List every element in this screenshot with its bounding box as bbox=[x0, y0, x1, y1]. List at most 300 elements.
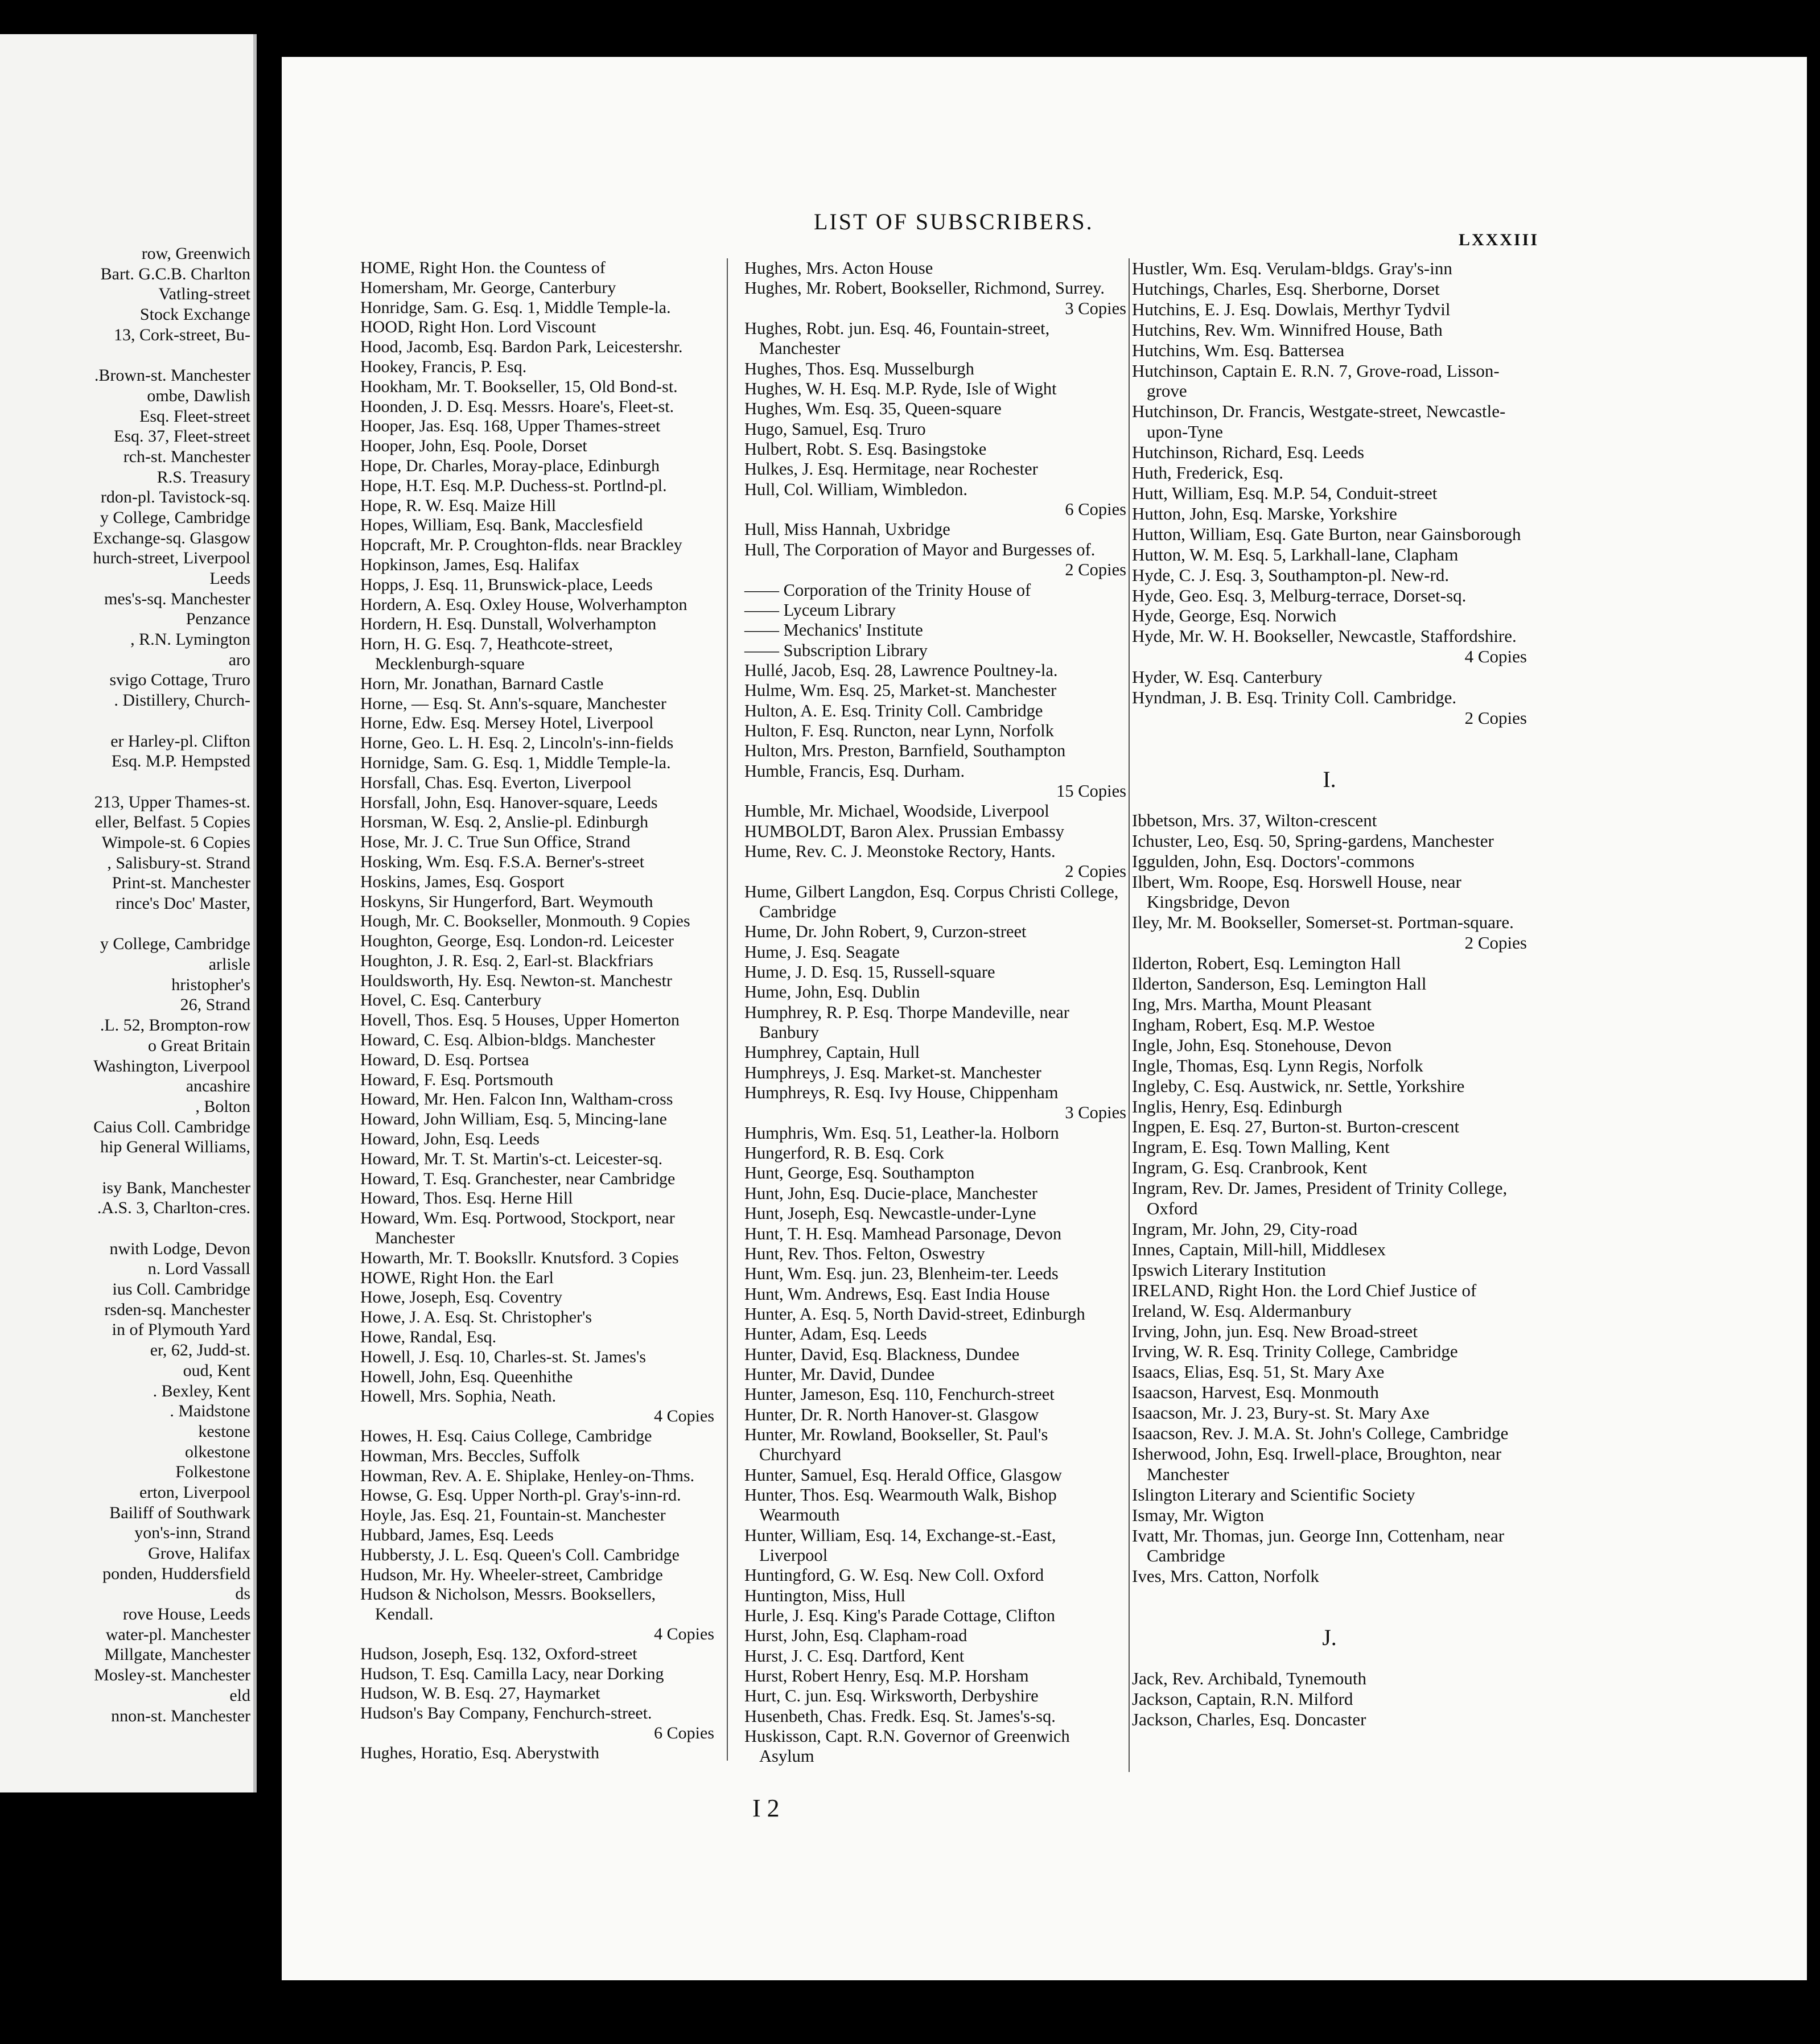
subscriber-entry bbox=[1132, 1526, 1527, 1567]
left-page-line: row, Greenwich bbox=[141, 244, 250, 263]
subscriber-text: Hunt, Joseph, Esq. Newcastle-under-Lyne bbox=[744, 1204, 1036, 1223]
subscriber-text: Howes, H. Esq. Caius College, Cambridge bbox=[360, 1427, 652, 1446]
left-page-line: nwith Lodge, Devon bbox=[109, 1239, 250, 1258]
subscriber-text: Hovel, C. Esq. Canterbury bbox=[360, 991, 542, 1010]
subscriber-entry bbox=[1132, 1485, 1527, 1505]
subscriber-entry bbox=[1132, 279, 1527, 299]
subscriber-entry bbox=[360, 1268, 714, 1288]
subscriber-entry bbox=[360, 1585, 714, 1644]
subscriber-text: Ichuster, Leo, Esq. 50, Spring-gardens, Manchester bbox=[1132, 830, 1494, 851]
subscriber-entry bbox=[744, 1003, 1126, 1043]
subscriber-text: Horne, Geo. L. H. Esq. 2, Lincoln's-inn-fields bbox=[360, 733, 674, 753]
subscriber-entry bbox=[744, 399, 1126, 419]
subscriber-text: Huskisson, Capt. R.N. Governor of Greenwich Asylum bbox=[744, 1726, 1070, 1766]
subscriber-entry bbox=[1132, 1137, 1527, 1157]
left-page-line: . Maidstone bbox=[170, 1402, 250, 1421]
left-page-line: arlisle bbox=[208, 955, 250, 974]
subscriber-text: Hutchins, E. J. Esq. Dowlais, Merthyr Tydvil bbox=[1132, 299, 1451, 319]
subscriber-text: Hovell, Thos. Esq. 5 Houses, Upper Homerton bbox=[360, 1011, 680, 1030]
subscriber-entry bbox=[744, 1526, 1126, 1566]
subscriber-text: Jackson, Captain, R.N. Milford bbox=[1132, 1689, 1353, 1709]
subscriber-entry bbox=[1132, 1178, 1527, 1219]
subscriber-entry bbox=[1132, 586, 1527, 606]
left-page-line: eld bbox=[229, 1686, 250, 1705]
subscriber-entry bbox=[360, 1090, 714, 1110]
left-page-line: 13, Cork-street, Bu- bbox=[114, 325, 250, 344]
subscriber-text: Howard, F. Esq. Portsmouth bbox=[360, 1070, 554, 1089]
subscriber-entry bbox=[360, 496, 714, 516]
subscriber-entry bbox=[360, 377, 714, 397]
left-page-line: 213, Upper Thames-st. bbox=[94, 792, 250, 811]
subscriber-text: Iley, Mr. M. Bookseller, Somerset-st. Portman-square. bbox=[1132, 912, 1514, 933]
subscriber-text: Hornidge, Sam. G. Esq. 1, Middle Temple-la. bbox=[360, 753, 671, 772]
subscriber-entry bbox=[1132, 1566, 1527, 1586]
subscriber-text: Ingham, Robert, Esq. M.P. Westoe bbox=[1132, 1014, 1375, 1035]
subscriber-text: Howell, Mrs. Sophia, Neath. bbox=[360, 1387, 557, 1406]
left-page-line: erton, Liverpool bbox=[139, 1482, 250, 1502]
subscriber-text: Hurt, C. jun. Esq. Wirksworth, Derbyshire bbox=[744, 1686, 1039, 1706]
subscriber-text: IRELAND, Right Hon. the Lord Chief Justice of bbox=[1132, 1280, 1477, 1300]
subscriber-text: Horsman, W. Esq. 2, Anslie-pl. Edinburgh bbox=[360, 813, 649, 832]
subscriber-entry bbox=[744, 379, 1126, 399]
subscriber-entry bbox=[744, 580, 1126, 600]
left-page-line: water-pl. Manchester bbox=[105, 1625, 250, 1644]
subscriber-entry bbox=[1132, 545, 1527, 565]
subscriber-text: Hudson, Joseph, Esq. 132, Oxford-street bbox=[360, 1644, 637, 1663]
subscriber-entry bbox=[360, 733, 714, 753]
subscriber-text: Hume, John, Esq. Dublin bbox=[744, 982, 920, 1002]
subscriber-text: Hunter, Thos. Esq. Wearmouth Walk, Bishop Wearmouth bbox=[744, 1485, 1057, 1525]
subscriber-text: Hooper, Jas. Esq. 168, Upper Thames-street bbox=[360, 417, 661, 436]
subscriber-text: Howard, John William, Esq. 5, Mincing-lane bbox=[360, 1110, 667, 1129]
subscriber-text: Hulme, Wm. Esq. 25, Market-st. Manchester bbox=[744, 681, 1057, 700]
subscriber-entry bbox=[360, 535, 714, 555]
subscriber-entry bbox=[360, 1070, 714, 1090]
subscriber-text: Howell, John, Esq. Queenhithe bbox=[360, 1367, 573, 1386]
subscriber-entry bbox=[360, 872, 714, 892]
subscriber-entry bbox=[744, 1284, 1126, 1304]
subscriber-entry bbox=[744, 1264, 1126, 1284]
subscriber-text: Hughes, W. H. Esq. M.P. Ryde, Isle of Wight bbox=[744, 379, 1057, 399]
copies-count: 2 Copies bbox=[1464, 707, 1527, 728]
left-page-line: Esq. Fleet-street bbox=[139, 406, 250, 426]
subscriber-entry bbox=[1132, 1116, 1527, 1137]
left-page-lines bbox=[0, 244, 250, 1726]
subscriber-text: Hustler, Wm. Esq. Verulam-bldgs. Gray's-inn bbox=[1132, 258, 1452, 278]
subscriber-text: Ivatt, Mr. Thomas, jun. George Inn, Cottenham, near Cambridge bbox=[1132, 1525, 1505, 1566]
subscriber-text: Howell, J. Esq. 10, Charles-st. St. James's bbox=[360, 1347, 647, 1366]
subscriber-entry bbox=[744, 982, 1126, 1002]
subscriber-entry bbox=[744, 842, 1126, 882]
subscriber-entry bbox=[1132, 1097, 1527, 1117]
subscriber-text: Hoyle, Jas. Esq. 21, Fountain-st. Manchester bbox=[360, 1506, 666, 1525]
subscriber-text: Isaacson, Mr. J. 23, Bury-st. St. Mary Axe bbox=[1132, 1403, 1430, 1423]
subscriber-entry bbox=[1132, 626, 1527, 667]
left-page-line bbox=[0, 345, 250, 365]
left-page-line: Bailiff of Southwark bbox=[109, 1503, 250, 1522]
subscriber-text: Hurle, J. Esq. King's Parade Cottage, Clifton bbox=[744, 1606, 1055, 1626]
subscriber-entry bbox=[744, 620, 1126, 640]
subscriber-text: Howman, Rev. A. E. Shiplake, Henley-on-Thms. bbox=[360, 1466, 695, 1485]
subscriber-text: Hood, Jacomb, Esq. Bardon Park, Leicestershr. bbox=[360, 337, 683, 357]
subscriber-entry bbox=[744, 1224, 1126, 1244]
subscriber-text: Howard, Mr. Hen. Falcon Inn, Waltham-cross bbox=[360, 1090, 673, 1109]
subscriber-entry bbox=[360, 298, 714, 318]
subscriber-entry bbox=[360, 793, 714, 813]
subscriber-entry bbox=[1132, 1668, 1527, 1689]
subscriber-entry bbox=[360, 1110, 714, 1130]
left-page-line: ds bbox=[235, 1584, 250, 1604]
subscriber-text: Hulton, F. Esq. Runcton, near Lynn, Norfolk bbox=[744, 720, 1054, 740]
subscriber-text: Honridge, Sam. G. Esq. 1, Middle Temple-la. bbox=[360, 298, 671, 317]
left-page-line: hristopher's bbox=[171, 975, 250, 994]
subscriber-text: Hordern, H. Esq. Dunstall, Wolverhampton bbox=[360, 615, 657, 634]
subscriber-text: Hughes, Horatio, Esq. Aberystwith bbox=[360, 1743, 599, 1762]
subscriber-text: Hugo, Samuel, Esq. Truro bbox=[744, 419, 926, 439]
subscriber-entry bbox=[360, 397, 714, 417]
left-page-line bbox=[0, 1157, 250, 1178]
subscriber-text: Husenbeth, Chas. Fredk. Esq. St. James's-sq. bbox=[744, 1706, 1056, 1726]
subscriber-entry bbox=[360, 1645, 714, 1664]
subscriber-entry bbox=[744, 1666, 1126, 1686]
subscriber-entry bbox=[1132, 994, 1527, 1015]
subscriber-text: Hunter, Adam, Esq. Leeds bbox=[744, 1324, 927, 1344]
subscriber-entry bbox=[360, 951, 714, 971]
subscriber-text: —— Corporation of the Trinity House of bbox=[744, 580, 1031, 600]
subscriber-entry bbox=[360, 912, 714, 932]
subscriber-entry bbox=[360, 1347, 714, 1367]
subscriber-entry bbox=[744, 1324, 1126, 1344]
subscriber-text: Howarth, Mr. T. Booksllr. Knutsford. 3 Copies bbox=[360, 1248, 679, 1267]
subscriber-entry bbox=[360, 1447, 714, 1466]
left-page-line: Esq. M.P. Hempsted bbox=[111, 752, 250, 771]
left-page-line: Bart. G.C.B. Charlton bbox=[100, 264, 250, 283]
subscriber-entry bbox=[360, 1506, 714, 1526]
subscriber-text: Hunter, David, Esq. Blackness, Dundee bbox=[744, 1344, 1020, 1364]
subscriber-entry bbox=[744, 1244, 1126, 1264]
page-number: LXXXIII bbox=[1459, 230, 1539, 249]
subscriber-text: Huth, Frederick, Esq. bbox=[1132, 463, 1284, 483]
subscriber-entry bbox=[744, 1686, 1126, 1706]
subscriber-entry bbox=[744, 1485, 1126, 1526]
subscriber-entry bbox=[744, 419, 1126, 439]
subscriber-text: Ingleby, C. Esq. Austwick, nr. Settle, Yorkshire bbox=[1132, 1075, 1465, 1096]
copies-count: 2 Copies bbox=[1065, 560, 1126, 580]
left-page-line: ancashire bbox=[186, 1077, 250, 1096]
subscriber-entry bbox=[1132, 872, 1527, 913]
subscriber-entry bbox=[360, 1565, 714, 1585]
copies-count: 2 Copies bbox=[1464, 933, 1527, 953]
left-page-line: . Distillery, Church- bbox=[114, 691, 250, 710]
subscriber-text: Hunter, Jameson, Esq. 110, Fenchurch-street bbox=[744, 1384, 1055, 1404]
left-page-line: , Bolton bbox=[195, 1097, 250, 1116]
left-page-line: oud, Kent bbox=[183, 1361, 250, 1380]
left-page-fragment bbox=[0, 34, 257, 1792]
left-page-line bbox=[0, 772, 250, 792]
left-page-line: .L. 52, Brompton-row bbox=[100, 1016, 250, 1035]
subscriber-entry bbox=[744, 922, 1126, 942]
subscriber-entry bbox=[744, 801, 1126, 821]
subscriber-entry bbox=[1132, 1301, 1527, 1321]
subscriber-text: Hudson, Mr. Hy. Wheeler-street, Cambridge bbox=[360, 1565, 663, 1584]
left-page-line: y College, Cambridge bbox=[100, 508, 250, 527]
subscriber-entry bbox=[360, 971, 714, 991]
subscriber-entry bbox=[744, 1204, 1126, 1223]
subscriber-text: Ingpen, E. Esq. 27, Burton-st. Burton-crescent bbox=[1132, 1116, 1460, 1137]
left-page-line: ponden, Huddersfield bbox=[102, 1564, 250, 1583]
subscriber-text: Hunt, Rev. Thos. Felton, Oswestry bbox=[744, 1243, 985, 1263]
subscriber-text: Ingle, John, Esq. Stonehouse, Devon bbox=[1132, 1035, 1392, 1055]
subscriber-text: Howard, Mr. T. St. Martin's-ct. Leicester-sq. bbox=[360, 1149, 663, 1168]
subscriber-text: Hopcraft, Mr. P. Croughton-flds. near Brackley bbox=[360, 535, 682, 555]
subscriber-text: Hyndman, J. B. Esq. Trinity Coll. Cambridge. bbox=[1132, 687, 1457, 708]
subscriber-text: Horn, H. G. Esq. 7, Heathcote-street, Mecklenburgh-square bbox=[360, 634, 613, 673]
subscriber-entry bbox=[360, 1486, 714, 1506]
left-page-line: isy Bank, Manchester bbox=[102, 1178, 250, 1197]
subscriber-text: Irving, W. R. Esq. Trinity College, Cambridge bbox=[1132, 1341, 1458, 1362]
subscriber-text: Howman, Mrs. Beccles, Suffolk bbox=[360, 1446, 580, 1465]
subscriber-text: Ireland, W. Esq. Aldermanbury bbox=[1132, 1300, 1352, 1321]
subscriber-text: Islington Literary and Scientific Society bbox=[1132, 1484, 1415, 1505]
subscriber-text: Humphrey, R. P. Esq. Thorpe Mandeville, near Banbury bbox=[744, 1002, 1069, 1042]
subscriber-text: Howard, Thos. Esq. Herne Hill bbox=[360, 1189, 573, 1208]
subscriber-entry bbox=[744, 1626, 1126, 1646]
subscriber-text: Hurst, John, Esq. Clapham-road bbox=[744, 1626, 967, 1646]
subscriber-entry bbox=[1132, 1321, 1527, 1342]
left-page-line: yon's-inn, Strand bbox=[134, 1523, 250, 1543]
subscriber-entry bbox=[360, 1169, 714, 1189]
left-page-line: ius Coll. Cambridge bbox=[112, 1280, 250, 1299]
page-header bbox=[282, 57, 1807, 273]
subscriber-entry bbox=[1132, 1362, 1527, 1382]
subscriber-entry bbox=[360, 516, 714, 535]
left-page-line: eller, Belfast. 5 Copies bbox=[95, 813, 250, 832]
subscriber-text: Hudson's Bay Company, Fenchurch-street. bbox=[360, 1704, 652, 1723]
subscriber-text: Hume, J. D. Esq. 15, Russell-square bbox=[744, 962, 995, 982]
left-page-line: Wimpole-st. 6 Copies bbox=[101, 833, 250, 852]
subscriber-text: Hookey, Francis, P. Esq. bbox=[360, 357, 527, 376]
subscriber-text: Hughes, Wm. Esq. 35, Queen-square bbox=[744, 399, 1002, 419]
subscriber-text: Howe, Randal, Esq. bbox=[360, 1328, 497, 1347]
subscriber-text: Howe, J. A. Esq. St. Christopher's bbox=[360, 1308, 592, 1327]
subscriber-text: Hunt, George, Esq. Southampton bbox=[744, 1163, 975, 1183]
subscriber-entry bbox=[1132, 1260, 1527, 1280]
subscriber-text: Humphrey, Captain, Hull bbox=[744, 1042, 920, 1062]
subscriber-entry bbox=[744, 761, 1126, 802]
subscriber-text: Hutchinson, Captain E. R.N. 7, Grove-road, Lisson-grove bbox=[1132, 360, 1500, 401]
subscriber-entry bbox=[360, 1546, 714, 1565]
left-page-line: rsden-sq. Manchester bbox=[104, 1300, 250, 1319]
subscriber-entry bbox=[360, 1209, 714, 1248]
subscriber-text: Jackson, Charles, Esq. Doncaster bbox=[1132, 1709, 1366, 1730]
subscriber-text: Hull, Miss Hannah, Uxbridge bbox=[744, 520, 950, 539]
copies-count: 3 Copies bbox=[1065, 1103, 1126, 1123]
subscriber-entry bbox=[744, 1606, 1126, 1626]
subscriber-entry bbox=[360, 258, 714, 278]
subscriber-text: Houldsworth, Hy. Esq. Newton-st. Manchestr bbox=[360, 971, 672, 990]
subscriber-text: Horsfall, John, Esq. Hanover-square, Leeds bbox=[360, 793, 658, 812]
subscriber-entry bbox=[360, 1367, 714, 1387]
subscriber-text: Hopes, William, Esq. Bank, Macclesfield bbox=[360, 516, 643, 535]
subscriber-text: Ilderton, Robert, Esq. Lemington Hall bbox=[1132, 953, 1401, 974]
subscriber-entry bbox=[360, 833, 714, 852]
subscriber-entry bbox=[360, 932, 714, 951]
subscriber-entry bbox=[744, 540, 1126, 580]
left-page-line: hurch-street, Liverpool bbox=[93, 549, 250, 568]
subscriber-text: Horn, Mr. Jonathan, Barnard Castle bbox=[360, 674, 604, 693]
left-page-line: ombe, Dawlish bbox=[147, 386, 250, 405]
subscriber-entry bbox=[744, 1143, 1126, 1163]
subscriber-entry bbox=[1132, 1035, 1527, 1056]
column-3 bbox=[1132, 258, 1527, 1730]
subscriber-text: Hordern, A. Esq. Oxley House, Wolverhampton bbox=[360, 595, 687, 614]
column-2 bbox=[744, 258, 1126, 1767]
subscriber-text: Houghton, George, Esq. London-rd. Leicester bbox=[360, 932, 674, 951]
subscriber-entry bbox=[1132, 361, 1527, 402]
subscriber-text: Hulton, A. E. Esq. Trinity Coll. Cambridge bbox=[744, 700, 1043, 720]
column-1 bbox=[360, 258, 714, 1763]
subscriber-entry bbox=[1132, 340, 1527, 361]
subscriber-entry bbox=[360, 595, 714, 615]
subscriber-entry bbox=[744, 701, 1126, 721]
subscriber-entry bbox=[1132, 1423, 1527, 1444]
subscriber-text: Hughes, Mr. Robert, Bookseller, Richmond, Surrey. bbox=[744, 278, 1105, 298]
left-page-line: Grove, Halifax bbox=[148, 1544, 250, 1563]
subscriber-entry bbox=[744, 278, 1126, 319]
subscriber-text: Irving, John, jun. Esq. New Broad-street bbox=[1132, 1321, 1418, 1341]
subscriber-entry bbox=[744, 1123, 1126, 1143]
subscriber-entry bbox=[360, 1011, 714, 1031]
subscriber-entry bbox=[360, 278, 714, 298]
copies-count: 15 Copies bbox=[1056, 781, 1126, 801]
subscriber-entry bbox=[360, 417, 714, 436]
subscriber-text: Hubbard, James, Esq. Leeds bbox=[360, 1526, 554, 1544]
left-page-line bbox=[0, 1218, 250, 1239]
subscriber-text: Hope, H.T. Esq. M.P. Duchess-st. Portlnd-pl. bbox=[360, 476, 667, 495]
subscriber-text: —— Subscription Library bbox=[744, 640, 928, 660]
subscriber-text: Ives, Mrs. Catton, Norfolk bbox=[1132, 1566, 1319, 1586]
subscriber-entry bbox=[1132, 483, 1527, 504]
subscriber-text: Ismay, Mr. Wigton bbox=[1132, 1505, 1265, 1525]
subscriber-entry bbox=[360, 318, 714, 337]
subscriber-entry bbox=[744, 1465, 1126, 1485]
subscriber-entry bbox=[360, 1387, 714, 1427]
subscriber-text: Hudson, W. B. Esq. 27, Haymarket bbox=[360, 1684, 600, 1703]
subscriber-text: Jack, Rev. Archibald, Tynemouth bbox=[1132, 1668, 1366, 1689]
left-page-line: rdon-pl. Tavistock-sq. bbox=[100, 488, 250, 507]
subscriber-text: Hunt, Wm. Esq. jun. 23, Blenheim-ter. Leeds bbox=[744, 1264, 1059, 1284]
subscriber-text: Hope, R. W. Esq. Maize Hill bbox=[360, 496, 557, 515]
subscriber-entry bbox=[1132, 1444, 1527, 1485]
subscriber-entry bbox=[1132, 1382, 1527, 1403]
subscriber-text: Hume, Dr. John Robert, 9, Curzon-street bbox=[744, 922, 1027, 942]
subscriber-entry bbox=[744, 1405, 1126, 1425]
subscriber-entry bbox=[1132, 1505, 1527, 1526]
subscriber-entry bbox=[744, 1646, 1126, 1666]
subscriber-entry bbox=[744, 681, 1126, 700]
left-page-line bbox=[0, 914, 250, 934]
subscriber-text: Hyde, C. J. Esq. 3, Southampton-pl. New-rd. bbox=[1132, 564, 1450, 585]
subscriber-text: Hubbersty, J. L. Esq. Queen's Coll. Cambridge bbox=[360, 1545, 680, 1564]
subscriber-text: Ingram, Rev. Dr. James, President of Trinity College, Oxford bbox=[1132, 1178, 1508, 1219]
left-page-line: y College, Cambridge bbox=[100, 934, 250, 954]
subscriber-text: Hutchinson, Dr. Francis, Westgate-street, Newcastle-upon-Tyne bbox=[1132, 401, 1506, 442]
subscriber-entry bbox=[360, 1189, 714, 1209]
left-page-line: rince's Doc' Master, bbox=[115, 894, 250, 913]
subscriber-entry bbox=[744, 1425, 1126, 1465]
subscriber-text: Humble, Mr. Michael, Woodside, Liverpool bbox=[744, 801, 1049, 821]
subscriber-entry bbox=[360, 714, 714, 733]
subscriber-text: HOME, Right Hon. the Countess of bbox=[360, 258, 606, 277]
subscriber-entry bbox=[1132, 401, 1527, 442]
left-page-line: Stock Exchange bbox=[139, 305, 250, 324]
subscriber-text: Horne, — Esq. St. Ann's-square, Manchester bbox=[360, 694, 666, 713]
subscriber-text: Hyder, W. Esq. Canterbury bbox=[1132, 667, 1323, 687]
subscriber-entry bbox=[744, 1042, 1126, 1062]
subscriber-text: Humble, Francis, Esq. Durham. bbox=[744, 761, 965, 781]
subscriber-text: Hulton, Mrs. Preston, Barnfield, Southampton bbox=[744, 741, 1066, 761]
left-page-line: Penzance bbox=[186, 609, 250, 629]
subscriber-text: Ingle, Thomas, Esq. Lynn Regis, Norfolk bbox=[1132, 1055, 1423, 1075]
subscriber-entry bbox=[360, 773, 714, 793]
subscriber-entry bbox=[744, 1384, 1126, 1404]
subscriber-text: Hunter, Mr. David, Dundee bbox=[744, 1364, 935, 1384]
subscriber-entry bbox=[360, 1744, 714, 1763]
subscriber-entry bbox=[744, 1365, 1126, 1384]
subscriber-text: Hopkinson, James, Esq. Halifax bbox=[360, 555, 579, 574]
subscriber-text: HOWE, Right Hon. the Earl bbox=[360, 1268, 554, 1287]
subscriber-text: Howard, Wm. Esq. Portwood, Stockport, near Manchester bbox=[360, 1209, 675, 1248]
subscriber-entry bbox=[1132, 442, 1527, 463]
subscriber-text: Hughes, Mrs. Acton House bbox=[744, 258, 933, 278]
subscriber-text: Hull, The Corporation of Mayor and Burgesses of. bbox=[744, 539, 1096, 559]
subscriber-text: Hunter, Dr. R. North Hanover-st. Glasgow bbox=[744, 1404, 1039, 1424]
subscriber-text: Hoonden, J. D. Esq. Messrs. Hoare's, Fleet-st. bbox=[360, 397, 674, 416]
subscriber-entry bbox=[744, 1063, 1126, 1083]
left-page-line: Exchange-sq. Glasgow bbox=[93, 528, 250, 547]
subscriber-entry bbox=[744, 439, 1126, 459]
subscriber-entry bbox=[744, 359, 1126, 379]
subscriber-text: Hutton, John, Esq. Marske, Yorkshire bbox=[1132, 503, 1397, 524]
left-page-line: Leeds bbox=[209, 569, 250, 588]
subscriber-entry bbox=[744, 520, 1126, 539]
subscriber-text: Hume, J. Esq. Seagate bbox=[744, 942, 900, 962]
left-page-line: er Harley-pl. Clifton bbox=[110, 731, 250, 751]
subscriber-entry bbox=[360, 852, 714, 872]
subscriber-text: Hullé, Jacob, Esq. 28, Lawrence Poultney-la. bbox=[744, 660, 1058, 680]
subscriber-entry bbox=[1132, 810, 1527, 831]
subscriber-text: Humphreys, R. Esq. Ivy House, Chippenham bbox=[744, 1083, 1059, 1103]
column-rule bbox=[727, 258, 728, 1761]
subscriber-entry bbox=[360, 694, 714, 714]
left-page-line: 26, Strand bbox=[180, 995, 250, 1015]
subscriber-entry bbox=[360, 991, 714, 1011]
subscriber-entry bbox=[360, 674, 714, 694]
left-page-line: Vatling-street bbox=[158, 285, 250, 304]
subscriber-entry bbox=[360, 1427, 714, 1447]
subscriber-entry bbox=[1132, 524, 1527, 545]
subscriber-entry bbox=[1132, 851, 1527, 872]
left-page-line: svigo Cottage, Truro bbox=[109, 670, 250, 690]
subscriber-entry bbox=[360, 1704, 714, 1744]
subscriber-text: Huntingford, G. W. Esq. New Coll. Oxford bbox=[744, 1565, 1044, 1585]
subscriber-entry bbox=[360, 436, 714, 456]
subscriber-entry bbox=[1132, 1056, 1527, 1076]
subscriber-text: Huntington, Miss, Hull bbox=[744, 1585, 906, 1605]
subscriber-text: Howard, John, Esq. Leeds bbox=[360, 1130, 540, 1149]
subscriber-entry bbox=[1132, 667, 1527, 687]
subscriber-text: Isaacs, Elias, Esq. 51, St. Mary Axe bbox=[1132, 1362, 1385, 1382]
